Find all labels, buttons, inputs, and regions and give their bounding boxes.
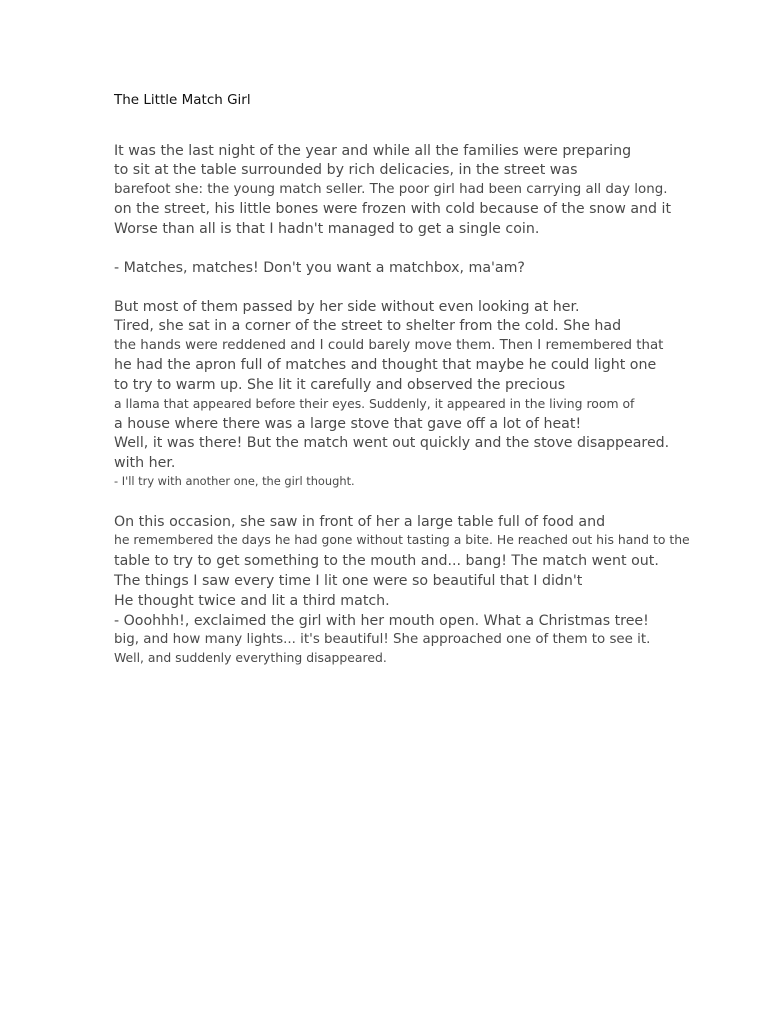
text-line: a llama that appeared before their eyes. Suddenly, it appeared in the living room of [114, 396, 635, 411]
text-line: Well, and suddenly everything disappeared. [114, 650, 387, 665]
text-line: But most of them passed by her side without even looking at her. [114, 299, 580, 315]
text-line: the hands were reddened and I could barely move them. Then I remembered that [114, 338, 664, 353]
text-line: - Matches, matches! Don't you want a matchbox, ma'am? [114, 260, 525, 276]
text-line: - I'll try with another one, the girl thought. [114, 474, 355, 488]
text-line: on the street, his little bones were frozen with cold because of the snow and it [114, 201, 672, 217]
text-line: On this occasion, she saw in front of her a large table full of food and [114, 514, 606, 530]
text-line: to try to warm up. She lit it carefully and observed the precious [114, 377, 566, 393]
text-line: he had the apron full of matches and thought that maybe he could light one [114, 357, 657, 373]
text-line: he remembered the days he had gone without tasting a bite. He reached out his hand to the [114, 532, 690, 547]
text-line: a house where there was a large stove that gave off a lot of heat! [114, 416, 582, 432]
text-line: The things I saw every time I lit one were so beautiful that I didn't [114, 573, 583, 589]
text-line: - Ooohhh!, exclaimed the girl with her mouth open. What a Christmas tree! [114, 613, 649, 629]
text-line: He thought twice and lit a third match. [114, 593, 390, 609]
text-line: big, and how many lights... it's beautiful! She approached one of them to see it. [114, 632, 651, 647]
text-line: Worse than all is that I hadn't managed to get a single coin. [114, 221, 540, 237]
text-line: barefoot she: the young match seller. The poor girl had been carrying all day long. [114, 182, 668, 197]
document-title: The Little Match Girl [114, 92, 251, 108]
text-line: It was the last night of the year and while all the families were preparing [114, 143, 632, 159]
text-line: with her. [114, 455, 176, 471]
text-line: Tired, she sat in a corner of the street to shelter from the cold. She had [114, 318, 622, 334]
text-line: Well, it was there! But the match went out quickly and the stove disappeared. [114, 435, 670, 451]
text-line: to sit at the table surrounded by rich delicacies, in the street was [114, 162, 578, 178]
text-line: table to try to get something to the mouth and... bang! The match went out. [114, 553, 659, 569]
